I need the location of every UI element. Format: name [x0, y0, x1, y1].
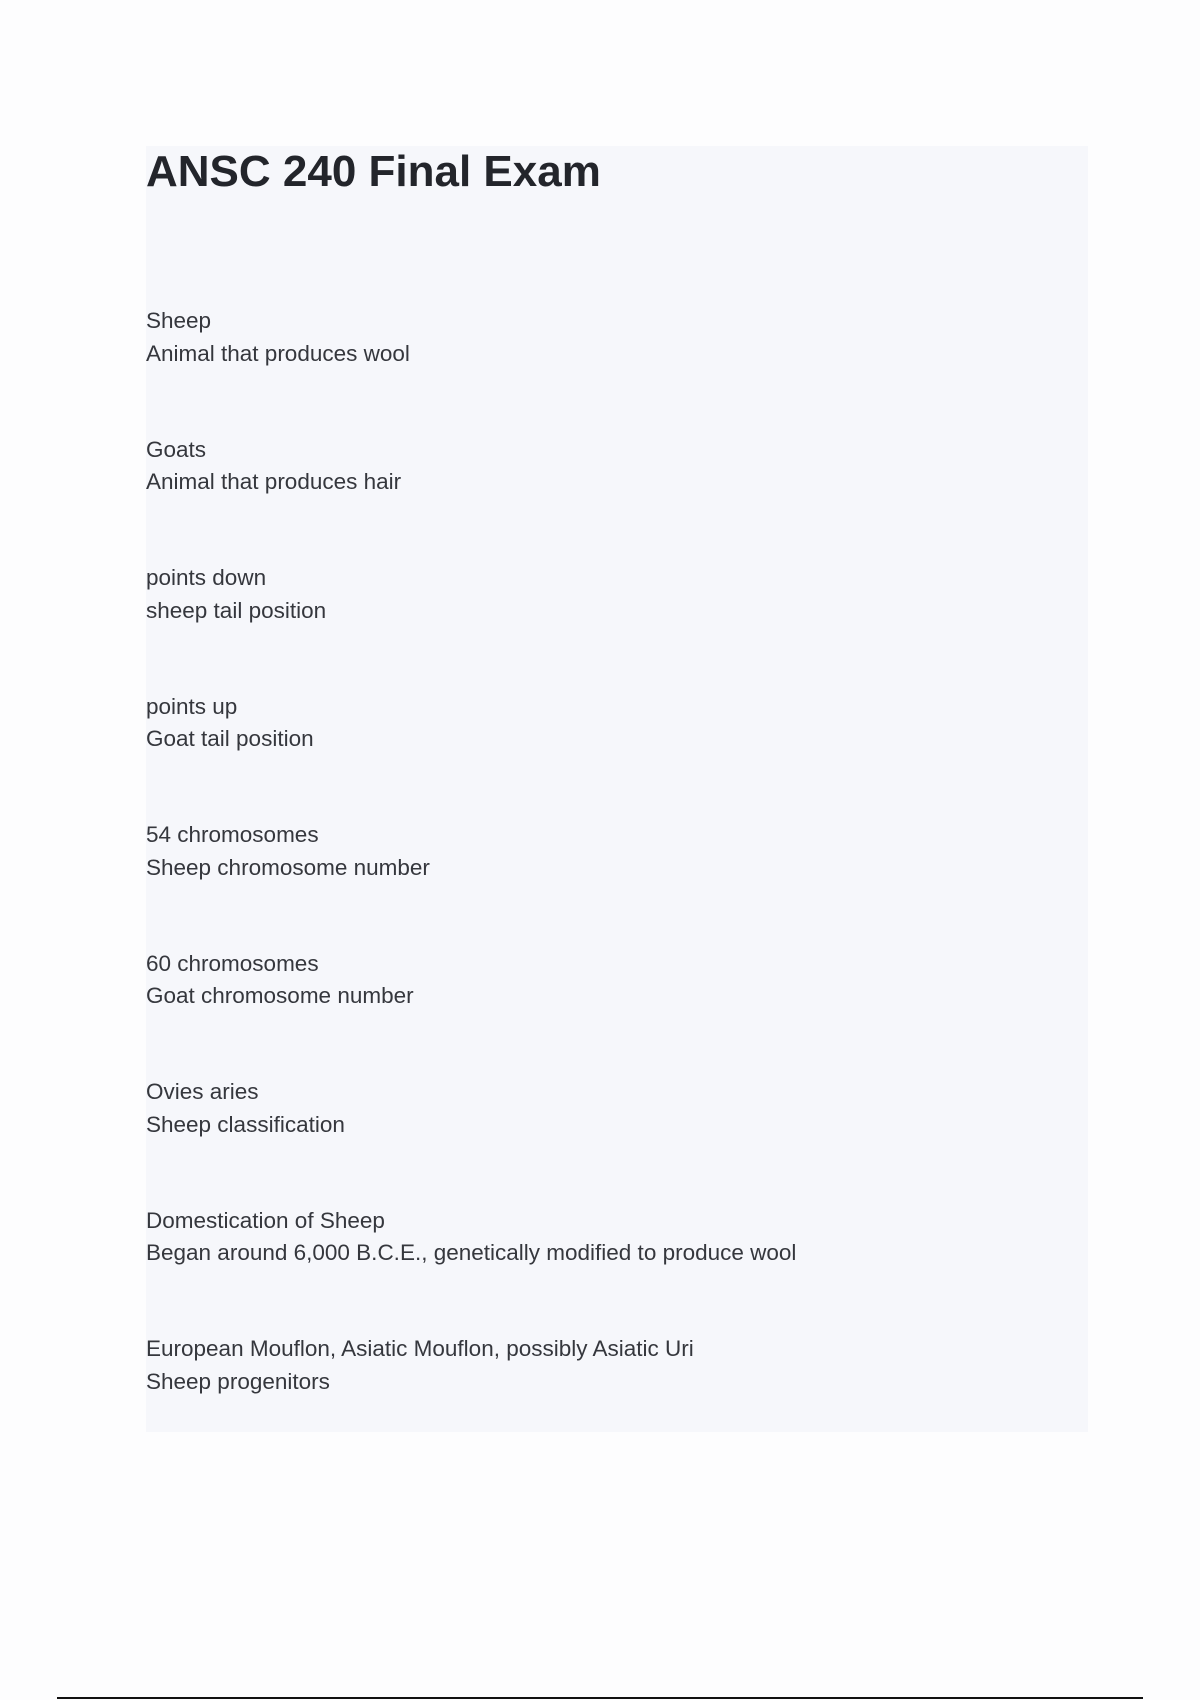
flashcard-definition: Sheep chromosome number [146, 854, 430, 880]
flashcard [146, 1076, 1046, 1205]
flashcard-definition: sheep tail position [146, 597, 327, 623]
flashcard [146, 1333, 1046, 1462]
flashcard [146, 434, 1046, 563]
flashcard [146, 305, 1046, 434]
footer-divider [57, 1697, 1143, 1699]
flashcard-term: Sheep [146, 308, 212, 333]
flashcard-definition: Goat tail position [146, 726, 314, 751]
flashcard-definition: Sheep progenitors [146, 1368, 330, 1394]
flashcard-term: 54 chromosomes [146, 822, 319, 847]
flashcard-definition: Began around 6,000 B.C.E., genetically modified to produce wool [146, 1240, 797, 1265]
flashcard [146, 819, 1046, 948]
flashcard [146, 948, 1046, 1077]
flashcard-term: 60 chromosomes [146, 950, 319, 976]
flashcard [146, 562, 1046, 691]
flashcard-definition: Animal that produces hair [146, 469, 402, 494]
flashcard-term: European Mouflon, Asiatic Mouflon, possibly Asiatic Uri [146, 1336, 694, 1361]
flashcard-term: Goats [146, 436, 207, 462]
flashcard-term: points down [146, 565, 267, 590]
page-title: ANSC 240 Final Exam [146, 147, 601, 196]
flashcard-definition: Goat chromosome number [146, 983, 414, 1008]
flashcard [146, 1205, 1046, 1334]
flashcard-list [146, 305, 1046, 1462]
flashcard-definition: Animal that produces wool [146, 340, 410, 366]
flashcard-term: points up [146, 693, 238, 719]
flashcard [146, 691, 1046, 820]
flashcard-definition: Sheep classification [146, 1111, 345, 1137]
flashcard-term: Ovies aries [146, 1079, 259, 1104]
flashcard-term: Domestication of Sheep [146, 1207, 385, 1233]
